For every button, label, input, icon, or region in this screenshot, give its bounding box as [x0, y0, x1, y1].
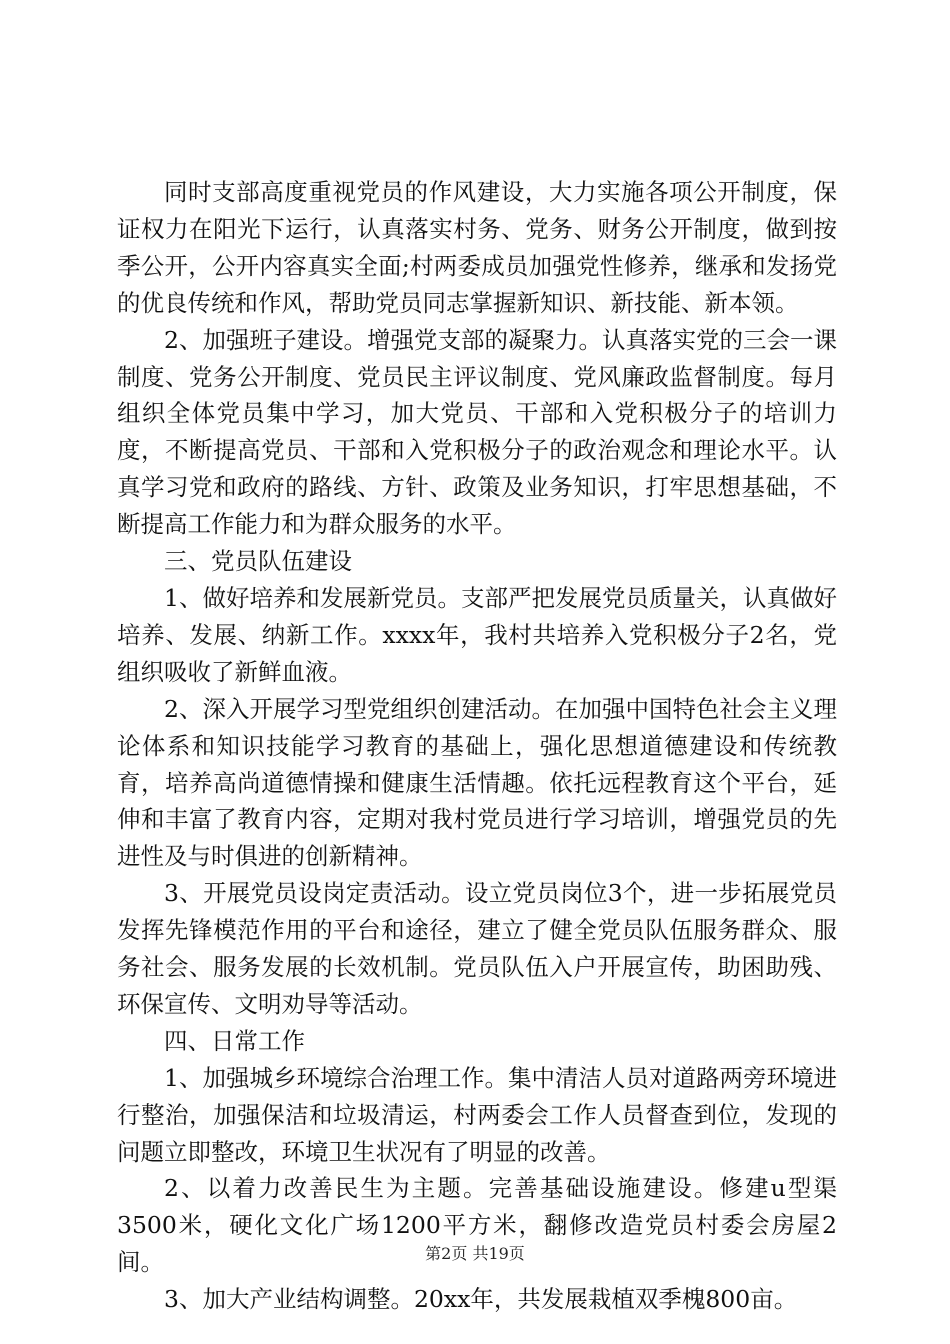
paragraph-livelihood: 2、以着力改善民生为主题。完善基础设施建设。修建u型渠3500米，硬化文化广场1200平方米，翻修改造党员村委会房屋2间。 [117, 1174, 837, 1277]
paragraph-team-building: 2、加强班子建设。增强党支部的凝聚力。认真落实党的三会一课制度、党务公开制度、党员民主评议制度、党风廉政监督制度。每月组织全体党员集中学习，加大党员、干部和入党积极分子的培训力度，不断提高党员、干部和入党积极分子的政治观念和理论水平。认真学习党和政府的路线、方针、政策及业务知识，打牢思想基础，不断提高工作能力和为群众服务的水平。 [117, 325, 837, 539]
paragraph-party-style: 同时支部高度重视党员的作风建设，大力实施各项公开制度，保证权力在阳光下运行，认真落实村务、党务、财务公开制度，做到按季公开，公开内容真实全面;村两委成员加强党性修养，继承和发扬党的优良传统和作风，帮助党员同志掌握新知识、新技能、新本领。 [117, 178, 837, 317]
page-number-footer: 第2页 共19页 [425, 1244, 525, 1263]
document-body [117, 174, 837, 1318]
section-heading-daily-work: 四、日常工作 [164, 1026, 305, 1055]
section-heading-member-team: 三、党员队伍建设 [164, 547, 352, 576]
paragraph-environment: 1、加强城乡环境综合治理工作。集中清洁人员对道路两旁环境进行整治，加强保洁和垃圾清运，村两委会工作人员督查到位，发现的问题立即整改，环境卫生状况有了明显的改善。 [117, 1063, 837, 1166]
paragraph-learning-organization: 2、深入开展学习型党组织创建活动。在加强中国特色社会主义理论体系和知识技能学习教育的基础上，强化思想道德建设和传统教育，培养高尚道德情操和健康生活情趣。依托远程教育这个平台，延伸和丰富了教育内容，定期对我村党员进行学习培训，增强党员的先进性及与时俱进的创新精神。 [117, 694, 837, 871]
paragraph-industry: 3、加大产业结构调整。20xx年，共发展栽植双季槐800亩。 [164, 1285, 798, 1314]
paragraph-new-members: 1、做好培养和发展新党员。支部严把发展党员质量关，认真做好培养、发展、纳新工作。xxxx年，我村共培养入党积极分子2名，党组织吸收了新鲜血液。 [117, 583, 837, 686]
paragraph-post-duties: 3、开展党员设岗定责活动。设立党员岗位3个，进一步拓展党员发挥先锋模范作用的平台和途径，建立了健全党员队伍服务群众、服务社会、服务发展的长效机制。党员队伍入户开展宣传，助困助残、环保宣传、文明劝导等活动。 [117, 879, 837, 1018]
